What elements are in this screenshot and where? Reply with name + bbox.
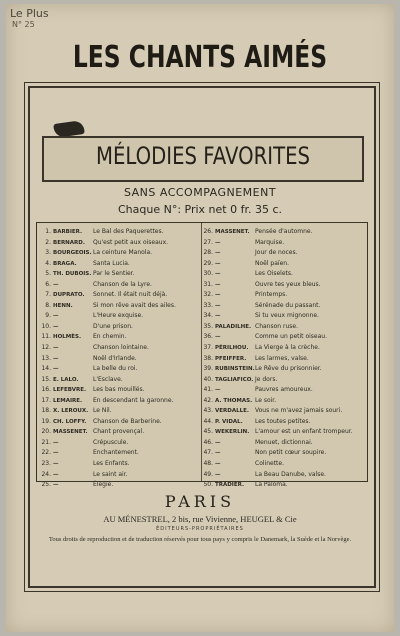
song-number: 39. bbox=[203, 365, 213, 373]
song-title: Crépuscule. bbox=[93, 438, 129, 446]
song-title: La Vierge à la crèche. bbox=[255, 344, 320, 352]
composer-name: — bbox=[53, 461, 59, 468]
song-title: Santa Lucia. bbox=[93, 259, 130, 267]
song-number: 13. bbox=[41, 354, 51, 362]
song-number: 50. bbox=[203, 481, 213, 489]
composer-name: CH. LOFFY. bbox=[53, 418, 87, 425]
song-title: L'amour est un enfant trompeur. bbox=[255, 428, 353, 436]
list-item bbox=[203, 290, 363, 301]
composer-name: — bbox=[215, 387, 221, 394]
song-number: 11. bbox=[41, 333, 51, 341]
song-number: 37. bbox=[203, 344, 213, 352]
song-number: 9. bbox=[45, 312, 51, 320]
song-number: 8. bbox=[45, 301, 51, 309]
song-title: Les larmes, valse. bbox=[255, 354, 309, 362]
song-number: 6. bbox=[45, 280, 51, 288]
list-item bbox=[41, 375, 201, 386]
subtitle: SANS ACCOMPAGNEMENT bbox=[123, 186, 277, 199]
banner-title: MÉLODIES FAVORITES bbox=[95, 142, 311, 170]
song-title: En descendant la garonne. bbox=[93, 396, 174, 404]
song-number: 4. bbox=[45, 259, 51, 267]
list-item bbox=[41, 459, 201, 470]
song-title: Le Bal des Paquerettes. bbox=[93, 228, 164, 235]
song-number: 28. bbox=[203, 249, 213, 257]
song-list-left-column bbox=[41, 227, 201, 491]
list-item bbox=[203, 364, 363, 375]
list-item bbox=[41, 311, 201, 322]
song-title: Le soir. bbox=[255, 396, 277, 404]
list-item bbox=[41, 417, 201, 428]
list-item bbox=[203, 438, 363, 449]
banner-box bbox=[42, 136, 364, 182]
song-number: 3. bbox=[45, 249, 51, 257]
song-list-right-column bbox=[203, 227, 363, 491]
song-number: 1. bbox=[45, 228, 51, 235]
list-item bbox=[203, 459, 363, 470]
song-title: Par le Sentier. bbox=[93, 270, 135, 278]
song-number: 33. bbox=[203, 301, 213, 309]
list-item bbox=[203, 354, 363, 365]
publisher-line: AU MÉNESTREL, 2 bis, rue Vivienne, HEUGEL & Cie bbox=[103, 514, 297, 524]
song-title: La Paloma. bbox=[255, 481, 288, 489]
composer-name: — bbox=[215, 250, 221, 257]
song-number: 23. bbox=[41, 460, 51, 468]
composer-name: — bbox=[215, 313, 221, 320]
song-number: 38. bbox=[203, 354, 213, 362]
song-number: 18. bbox=[41, 407, 51, 415]
list-item bbox=[203, 343, 363, 354]
composer-name: — bbox=[215, 450, 221, 457]
list-item bbox=[203, 406, 363, 417]
song-title: Je dors. bbox=[255, 375, 278, 383]
song-number: 24. bbox=[41, 470, 51, 478]
list-item bbox=[41, 238, 201, 249]
song-number: 41. bbox=[203, 386, 213, 394]
song-number: 48. bbox=[203, 460, 213, 468]
song-number: 32. bbox=[203, 291, 213, 299]
list-item bbox=[203, 332, 363, 343]
song-number: 49. bbox=[203, 470, 213, 478]
song-title: Le saint air. bbox=[93, 470, 128, 478]
song-number: 31. bbox=[203, 280, 213, 288]
composer-name: DUPRATO. bbox=[53, 292, 85, 299]
song-title: Sonnet. Il était nuit déjà. bbox=[93, 291, 168, 299]
catalog-number: N° 25 bbox=[12, 20, 35, 29]
song-number: 26. bbox=[203, 228, 213, 235]
composer-name: PALADILHE. bbox=[215, 323, 252, 330]
song-number: 40. bbox=[203, 375, 213, 383]
list-item bbox=[41, 343, 201, 354]
song-title: Les toutes petites. bbox=[255, 417, 311, 425]
list-item bbox=[41, 354, 201, 365]
song-number: 7. bbox=[45, 291, 51, 299]
list-item bbox=[41, 259, 201, 270]
song-number: 10. bbox=[41, 322, 51, 330]
list-item bbox=[203, 427, 363, 438]
song-number: 5. bbox=[45, 270, 51, 278]
song-title: Comme un petit oiseau. bbox=[255, 333, 327, 341]
composer-name: — bbox=[215, 271, 221, 278]
song-title: Enchantement. bbox=[93, 449, 139, 457]
song-number: 29. bbox=[203, 259, 213, 267]
composer-name: — bbox=[215, 292, 221, 299]
song-title: L'Heure exquise. bbox=[93, 312, 144, 320]
song-title: Noël d'Irlande. bbox=[93, 354, 137, 362]
song-number: 44. bbox=[203, 417, 213, 425]
composer-name: E. LALO. bbox=[53, 376, 79, 383]
song-title: Chanson de Barberine. bbox=[93, 417, 162, 425]
list-item bbox=[203, 280, 363, 291]
list-item bbox=[41, 290, 201, 301]
song-title: La Beau Danube, valse. bbox=[255, 470, 326, 478]
composer-name: LEMAIRE. bbox=[53, 397, 83, 404]
composer-name: MASSENET. bbox=[215, 229, 250, 235]
composer-name: — bbox=[215, 302, 221, 309]
composer-name: — bbox=[215, 239, 221, 246]
composer-name: — bbox=[53, 482, 59, 489]
list-item bbox=[203, 311, 363, 322]
list-item bbox=[203, 480, 363, 491]
song-title: Si tu veux mignonne. bbox=[255, 312, 319, 320]
page-title: LES CHANTS AIMÉS bbox=[72, 40, 328, 75]
composer-name: — bbox=[53, 450, 59, 457]
song-title: Marquise. bbox=[255, 238, 285, 246]
song-number: 20. bbox=[41, 428, 51, 436]
list-item bbox=[203, 259, 363, 270]
song-number: 15. bbox=[41, 375, 51, 383]
song-title: En chemin. bbox=[93, 333, 127, 341]
composer-name: — bbox=[215, 334, 221, 341]
song-number: 30. bbox=[203, 270, 213, 278]
song-title: Jour de noces. bbox=[255, 249, 298, 257]
list-item bbox=[41, 280, 201, 291]
list-item bbox=[41, 301, 201, 312]
list-item bbox=[41, 385, 201, 396]
list-item bbox=[203, 417, 363, 428]
list-item bbox=[203, 248, 363, 259]
song-number: 14. bbox=[41, 365, 51, 373]
composer-name: — bbox=[53, 323, 59, 330]
list-item bbox=[41, 248, 201, 259]
composer-name: BOURGEOIS. bbox=[53, 250, 92, 257]
list-item bbox=[41, 448, 201, 459]
song-title: Le Rêve du prisonnier. bbox=[255, 365, 322, 373]
column-divider bbox=[201, 223, 202, 481]
composer-name: — bbox=[215, 471, 221, 478]
song-title: Noël païen. bbox=[255, 259, 289, 267]
song-title: Pauvres amoureux. bbox=[255, 386, 313, 394]
publisher-subline: ÉDITEURS-PROPRIÉTAIRES bbox=[156, 526, 244, 532]
song-title: Ouvre tes yeux bleus. bbox=[255, 280, 321, 288]
song-number: 43. bbox=[203, 407, 213, 415]
song-title: Menuet, dictionnai. bbox=[255, 438, 313, 446]
composer-name: VERDALLE. bbox=[215, 408, 249, 415]
composer-name: HENN. bbox=[53, 302, 73, 309]
composer-name: X. LEROUX. bbox=[53, 408, 89, 415]
song-title: La ceinture Manola. bbox=[93, 249, 153, 257]
song-title: Printemps. bbox=[255, 291, 288, 299]
song-title: Vous ne m'avez jamais souri. bbox=[255, 407, 343, 415]
list-item bbox=[203, 301, 363, 312]
song-number: 36. bbox=[203, 333, 213, 341]
rights-notice: Tous droits de reproduction et de traduction réservés pour tous pays y compris le Danemark, la Suède et la Norvège. bbox=[48, 536, 352, 543]
composer-name: — bbox=[53, 366, 59, 373]
price-line: Chaque N°: Prix net 0 fr. 35 c. bbox=[117, 203, 283, 216]
song-number: 42. bbox=[203, 396, 213, 404]
composer-name: — bbox=[53, 281, 59, 288]
list-item bbox=[41, 396, 201, 407]
list-item bbox=[203, 269, 363, 280]
song-title: Non petit cœur soupire. bbox=[255, 449, 327, 457]
composer-name: — bbox=[53, 355, 59, 362]
song-title: Les Oiselets. bbox=[255, 270, 293, 278]
song-number: 21. bbox=[41, 438, 51, 446]
composer-name: — bbox=[53, 439, 59, 446]
song-title: Les Enfants. bbox=[93, 460, 130, 468]
song-number: 19. bbox=[41, 417, 51, 425]
list-item bbox=[41, 227, 201, 238]
composer-name: — bbox=[215, 260, 221, 267]
list-item bbox=[203, 396, 363, 407]
composer-name: HOLMÈS. bbox=[53, 334, 82, 341]
song-title: Chanson de la Lyre. bbox=[93, 280, 152, 288]
song-list bbox=[36, 222, 368, 489]
list-item bbox=[203, 448, 363, 459]
composer-name: TRADIER. bbox=[215, 482, 245, 489]
list-item bbox=[41, 269, 201, 280]
list-item bbox=[203, 238, 363, 249]
song-title: L'Esclave. bbox=[93, 375, 123, 383]
list-item bbox=[41, 406, 201, 417]
song-title: Chanson lointaine. bbox=[93, 344, 149, 352]
list-item bbox=[203, 470, 363, 481]
list-item bbox=[41, 332, 201, 343]
list-item bbox=[41, 364, 201, 375]
song-title: Chanson ruse. bbox=[255, 322, 298, 330]
song-number: 25. bbox=[41, 481, 51, 489]
list-item bbox=[41, 427, 201, 438]
composer-name: BRAGA. bbox=[53, 260, 77, 267]
composer-name: P. VIDAL. bbox=[215, 418, 243, 425]
composer-name: MASSENET. bbox=[53, 429, 88, 436]
song-title: Qu'est petit aux oiseaux. bbox=[93, 238, 169, 246]
composer-name: WEKERLIN. bbox=[215, 429, 250, 436]
composer-name: BERNARD. bbox=[53, 239, 85, 246]
list-item bbox=[203, 385, 363, 396]
song-number: 47. bbox=[203, 449, 213, 457]
composer-name: PFEIFFER. bbox=[215, 355, 247, 362]
song-number: 12. bbox=[41, 344, 51, 352]
song-title: Chant provençal. bbox=[93, 428, 145, 436]
song-number: 27. bbox=[203, 238, 213, 246]
song-number: 2. bbox=[45, 238, 51, 246]
composer-name: TH. DUBOIS. bbox=[53, 271, 92, 278]
song-title: Les bas mouillés. bbox=[93, 386, 145, 394]
composer-name: — bbox=[215, 439, 221, 446]
list-item bbox=[203, 375, 363, 386]
composer-name: PÉRILHOU. bbox=[215, 345, 249, 352]
song-title: Sérénade du passant. bbox=[255, 301, 321, 309]
song-number: 46. bbox=[203, 438, 213, 446]
song-title: Si mon rêve avait des ailes. bbox=[93, 301, 176, 309]
list-item bbox=[41, 480, 201, 491]
song-title: La belle du roi. bbox=[93, 365, 138, 373]
composer-name: — bbox=[215, 281, 221, 288]
composer-name: — bbox=[53, 345, 59, 352]
song-number: 34. bbox=[203, 312, 213, 320]
song-number: 22. bbox=[41, 449, 51, 457]
composer-name: — bbox=[53, 471, 59, 478]
song-title: Pensée d'automne. bbox=[255, 228, 313, 235]
composer-name: — bbox=[215, 461, 221, 468]
composer-name: LEFEBVRE. bbox=[53, 387, 87, 394]
sheet-music-cover bbox=[6, 4, 394, 632]
song-number: 17. bbox=[41, 396, 51, 404]
list-item bbox=[203, 227, 363, 238]
composer-name: RUBINSTEIN. bbox=[215, 366, 255, 373]
song-number: 35. bbox=[203, 322, 213, 330]
composer-name: A. THOMAS. bbox=[215, 397, 253, 404]
city-name: PARIS bbox=[164, 492, 236, 511]
song-title: Élégie. bbox=[93, 481, 114, 489]
song-number: 16. bbox=[41, 386, 51, 394]
song-title: D'une prison. bbox=[93, 322, 133, 330]
composer-name: TAGLIAFICO. bbox=[215, 376, 254, 383]
song-title: Le Nil. bbox=[93, 407, 112, 415]
song-number: 45. bbox=[203, 428, 213, 436]
song-title: Colinette. bbox=[255, 460, 284, 468]
list-item bbox=[41, 438, 201, 449]
list-item bbox=[41, 322, 201, 333]
list-item bbox=[203, 322, 363, 333]
composer-name: BARBIER. bbox=[53, 229, 83, 235]
list-item bbox=[41, 470, 201, 481]
watermark-text: Le Plus bbox=[10, 7, 49, 20]
composer-name: — bbox=[53, 313, 59, 320]
